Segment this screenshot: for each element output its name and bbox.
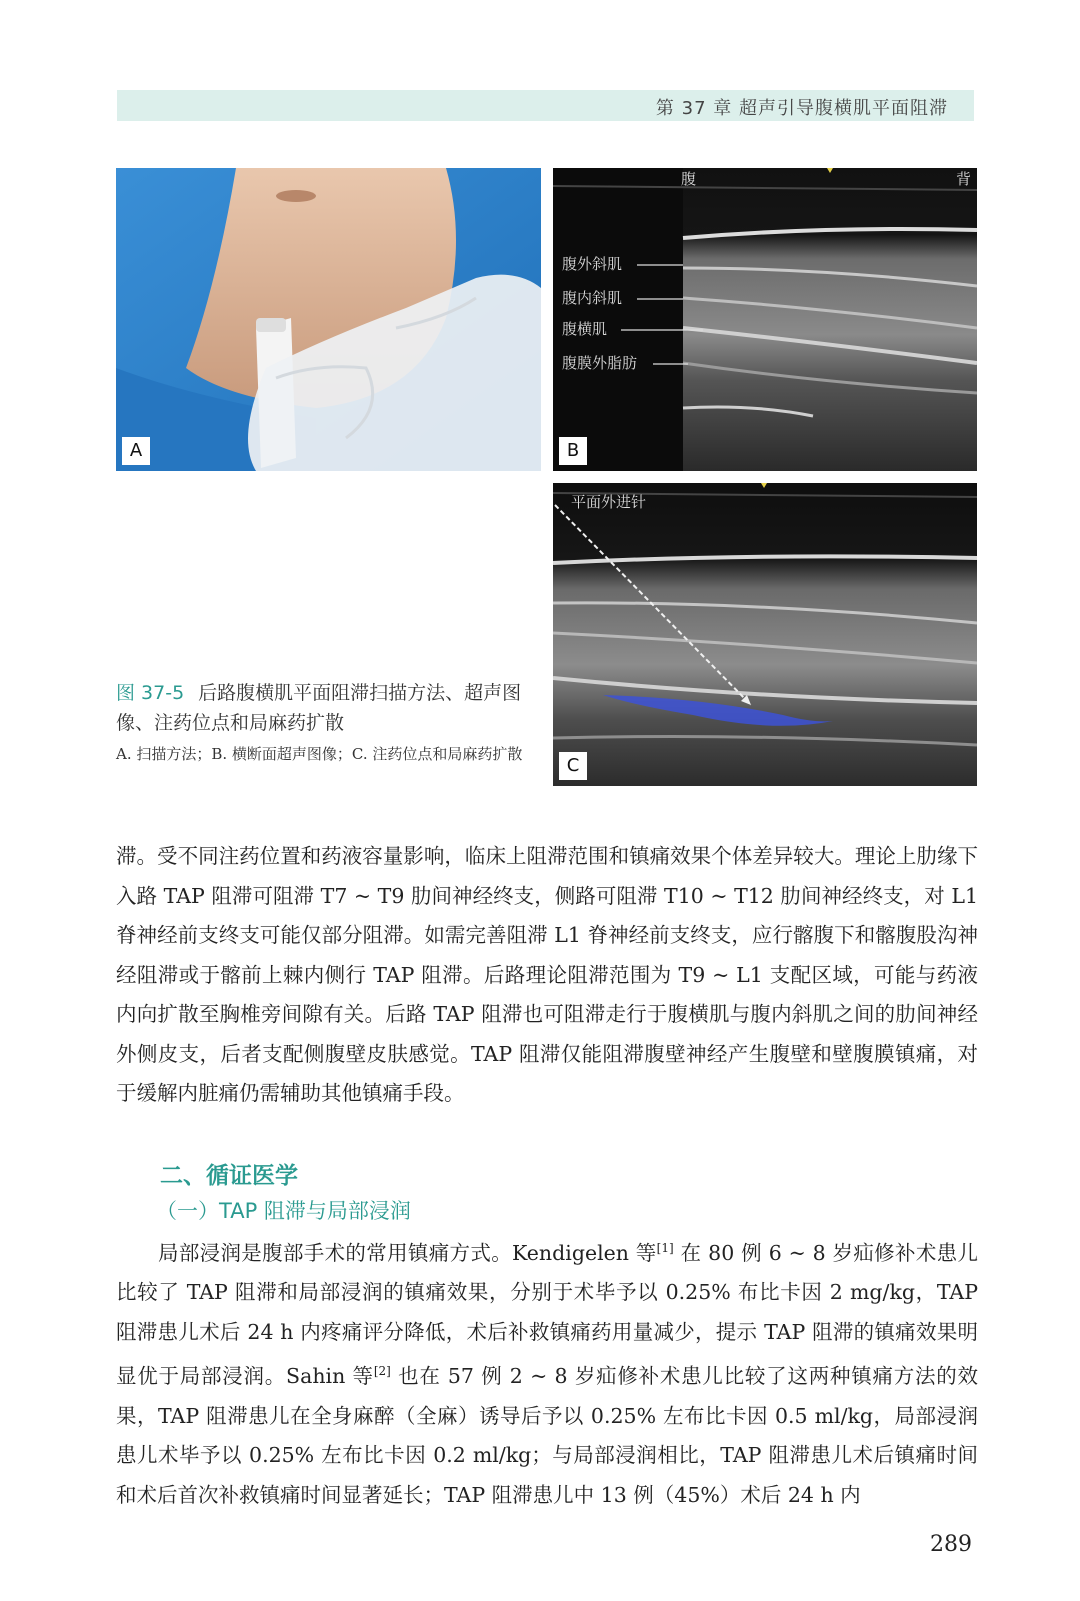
label-extraperitoneal-fat: 腹膜外脂肪 <box>562 354 638 372</box>
body-paragraph-2 <box>116 1229 978 1515</box>
scanning-photo-illustration <box>116 168 541 471</box>
figure-title: 后路腹横肌平面阻滞扫描方法、超声图像、注药位点和局麻药扩散 <box>116 682 522 734</box>
figure-caption-subtitle: A. 扫描方法；B. 横断面超声图像；C. 注药位点和局麻药扩散 <box>116 745 523 763</box>
needle-label: 平面外进针 <box>571 493 647 511</box>
subsection-heading: （一）TAP 阻滞与局部浸润 <box>156 1199 411 1223</box>
panel-letter-c: C <box>559 752 587 780</box>
p2-text-b: 在 80 例 6 ~ 8 岁疝修补术患儿比较了 TAP 阻滞和局部浸润的镇痛效果，分别于术毕予以 0.25% 布比卡因 2 mg/kg，TAP 阻滞患儿术后 24 h 内疼痛评分降低，术后补救镇痛药用量减少，提示 TAP 阻滞的镇痛效果明显优于局部浸润。Sahin 等 <box>116 1240 978 1389</box>
label-transversus-abdominis: 腹横肌 <box>562 320 608 338</box>
chapter-header-band <box>117 90 974 121</box>
label-external-oblique: 腹外斜肌 <box>562 255 623 273</box>
orientation-label-left: 腹 <box>681 170 697 188</box>
orientation-label-right: 背 <box>955 170 971 188</box>
figure-caption-title <box>116 678 546 738</box>
citation-ref-1: [1] <box>656 1241 674 1255</box>
figure-caption <box>116 678 546 766</box>
label-internal-oblique: 腹内斜肌 <box>562 289 623 307</box>
panel-letter-b: B <box>559 437 587 465</box>
figure-panel-a <box>116 168 541 471</box>
figure-panel-b <box>553 168 977 471</box>
figure-number: 图 37-5 <box>116 682 185 704</box>
panel-letter-a: A <box>122 437 150 465</box>
label-leader-lines <box>553 168 977 471</box>
body-paragraph-1: 滞。受不同注药位置和药液容量影响，临床上阻滞范围和镇痛效果个体差异较大。理论上肋缘下入路 TAP 阻滞可阻滞 T7 ~ T9 肋间神经终支，侧路可阻滞 T10 ~ T12 肋间神经终支，对 L1 脊神经前支终支可能仅部分阻滞。如需完善阻滞 L1 脊神经前支终支，应行髂腹下和髂腹股沟神经阻滞或于髂前上棘内侧行 TAP 阻滞。后路理论阻滞范围为 T9 ~ L1 支配区域，可能与药液内向扩散至胸椎旁间隙有关。后路 TAP 阻滞也可阻滞走行于腹横肌与腹内斜肌之间的肋间神经外侧皮支，后者支配侧腹壁皮肤感觉。TAP 阻滞仅能阻滞腹壁神经产生腹壁和壁腹膜镇痛，对于缓解内脏痛仍需辅助其他镇痛手段。 <box>116 844 978 1105</box>
p2-text-a: 局部浸润是腹部手术的常用镇痛方式。Kendigelen 等 <box>158 1240 657 1265</box>
chapter-title: 第 37 章 超声引导腹横肌平面阻滞 <box>655 98 948 119</box>
page-number: 289 <box>930 1532 972 1557</box>
citation-ref-2: [2] <box>373 1364 391 1379</box>
p2-text-c: 也在 57 例 2 ~ 8 岁疝修补术患儿比较了这两种镇痛方法的效果，TAP 阻滞患儿在全身麻醉（全麻）诱导后予以 0.25% 左布比卡因 0.5 ml/kg，局部浸润患儿术毕予以 0.25% 左布比卡因 0.2 ml/kg；与局部浸润相比，TAP 阻滞患儿术后镇痛时间和术后首次补救镇痛时间显著延长；TAP 阻滞患儿中 13 例（45%）术后 24 h 内 <box>116 1364 978 1507</box>
ultrasound-image-c <box>553 483 977 786</box>
figure-panel-c <box>553 483 977 786</box>
section-heading: 二、循证医学 <box>160 1163 298 1189</box>
